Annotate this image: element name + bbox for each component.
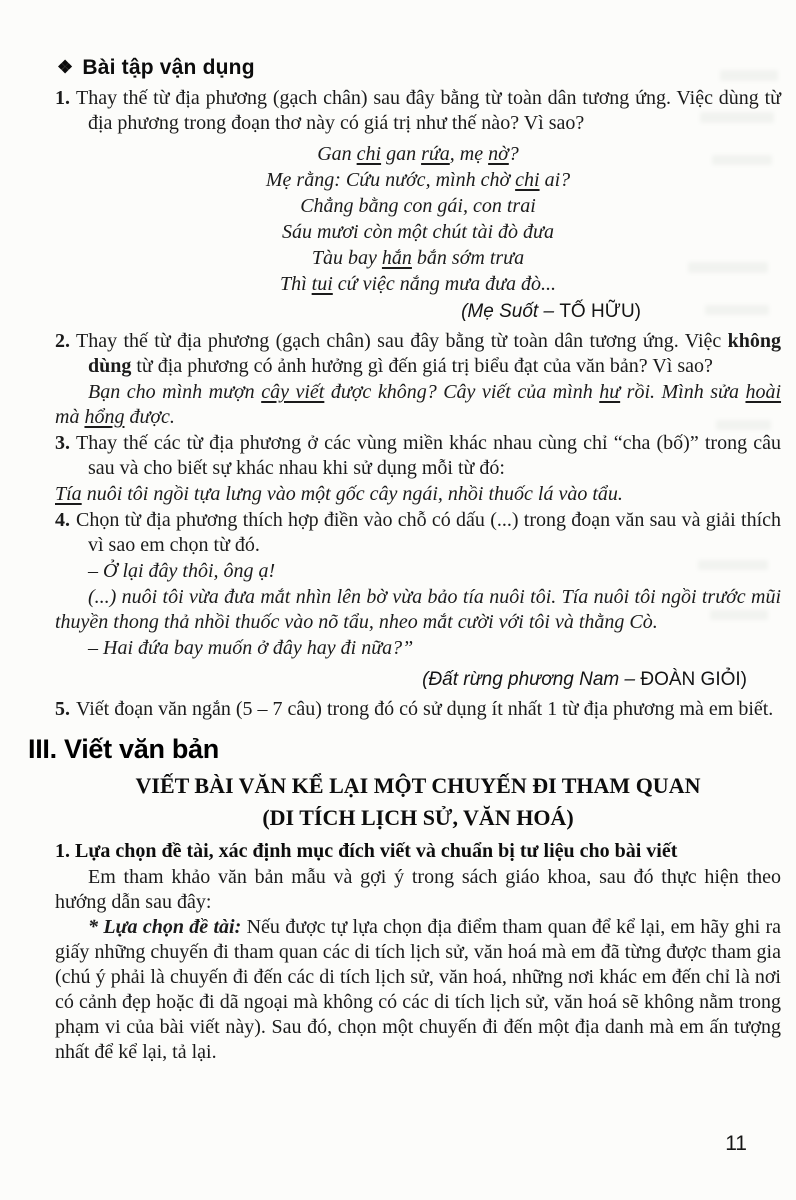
text-segment: Mẹ rằng: Cứu nước, mình chờ xyxy=(265,169,516,191)
text-segment: TỐ HỮU) xyxy=(559,301,641,322)
exercise-prompt xyxy=(55,329,781,379)
exercise-quote xyxy=(55,380,781,430)
exercise-quote-line: – Hai đứa bay muốn ở đây hay đi nữa?” xyxy=(88,637,414,659)
text-segment: được. xyxy=(124,406,175,428)
exercise-prompt-text: Thay thế các từ địa phương ở các vùng miền khác nhau cùng chỉ “cha (bố)” trong câu sau và cho biết sự khác nhau khi sử dụng mỗi từ đó: xyxy=(76,432,781,479)
text-segment: hắn xyxy=(381,247,412,269)
text-segment: Thì xyxy=(279,273,312,295)
step1-heading: 1. Lựa chọn đề tài, xác định mục đích viết và chuẩn bị tư liệu cho bài viết xyxy=(55,840,678,862)
text-segment: bắn sớm trưa xyxy=(411,247,525,269)
exercise-number: 4. xyxy=(55,509,70,531)
poem xyxy=(55,141,781,297)
poem-attribution xyxy=(55,300,781,324)
article-title-line1: VIẾT BÀI VĂN KỂ LẠI MỘT CHUYẾN ĐI THAM QUAN xyxy=(135,773,701,798)
exercise-5 xyxy=(55,697,781,722)
exercise-1 xyxy=(55,86,781,324)
text-segment: Sáu mươi còn một chút tài đò đưa xyxy=(282,221,554,243)
text-segment: không dùng xyxy=(88,330,781,377)
exercise-number: 1. xyxy=(55,87,70,109)
page-number: 11 xyxy=(725,1132,747,1155)
text-segment: rồi. Mình sửa xyxy=(620,381,746,403)
text-segment: Nếu được tự lựa chọn địa điểm tham quan để kể lại, em hãy ghi ra giấy những chuyến đi tham quan các di tích lịch sử, văn hoá mà em đã từng được tham gia (chú ý phải là chuyến đi đến các di tích lịch sử, văn hoá, những nơi khác em đến chỉ là nơi có cảnh đẹp hoặc đi dã ngoại mà không có các di tích lịch sử, văn hoá sẽ không nằm trong phạm vi của bài viết này). Sau đó, chọn một chuyến đi đến một địa danh mà em ấn tượng nhất để kể lại, tả lại. xyxy=(55,916,781,1063)
text-segment: chi xyxy=(356,143,382,165)
exercise-prompt-text: Viết đoạn văn ngắn (5 – 7 câu) trong đó có sử dụng ít nhất 1 từ địa phương mà em biết. xyxy=(76,698,774,720)
text-segment: cây viết xyxy=(261,381,325,403)
exercises-header-label: Bài tập vận dụng xyxy=(82,56,255,79)
text-segment: (Đất rừng phương Nam – xyxy=(422,669,641,690)
text-segment: * Lựa chọn đề tài: xyxy=(88,916,242,938)
topic-selection-paragraph xyxy=(55,915,781,1065)
exercise-2 xyxy=(55,329,781,430)
text-segment: Tàu bay xyxy=(311,247,382,269)
text-segment: ? xyxy=(508,143,519,165)
text-segment: gan xyxy=(381,143,422,165)
exercise-prompt-text xyxy=(76,330,781,377)
exercises-header xyxy=(57,56,781,80)
text-segment: ĐOÀN GIỎI) xyxy=(640,669,747,690)
exercise-prompt xyxy=(55,431,781,481)
text-segment: hoài xyxy=(745,381,782,403)
diamond-bullet-icon: ❖ xyxy=(57,57,74,77)
article-title-line2: (DI TÍCH LỊCH SỬ, VĂN HOÁ) xyxy=(262,805,574,830)
exercise-number: 5. xyxy=(55,698,70,720)
exercise-prompt-text: Thay thế từ địa phương (gạch chân) sau đây bằng từ toàn dân tương ứng. Việc dùng từ địa phương trong đoạn thơ này có giá trị như thế nào? Vì sao? xyxy=(76,87,781,134)
exercise-prompt xyxy=(55,508,781,558)
poem-line xyxy=(55,141,781,167)
text-segment: được không? Cây viết của mình xyxy=(324,381,600,403)
exercise-number: 3. xyxy=(55,432,70,454)
text-segment: ai? xyxy=(539,169,571,191)
article-title xyxy=(55,770,781,834)
text-segment: chi xyxy=(515,169,540,191)
exercise-quote-line: – Ở lại đây thôi, ông ạ! xyxy=(88,560,276,582)
text-segment: Thay thế từ địa phương (gạch chân) sau đây bằng từ toàn dân tương ứng. Việc xyxy=(76,330,728,352)
text-segment: từ địa phương có ảnh hưởng gì đến giá trị biểu đạt của văn bản? Vì sao? xyxy=(131,355,713,377)
text-segment: Chẳng bằng con gái, con trai xyxy=(300,195,536,217)
guidance-paragraph: Em tham khảo văn bản mẫu và gợi ý trong sách giáo khoa, sau đó thực hiện theo hướng dẫn sau đây: xyxy=(55,866,781,913)
exercise-number: 2. xyxy=(55,330,70,352)
text-segment: cứ việc nắng mưa đưa đò... xyxy=(332,273,557,295)
text-segment: hư xyxy=(599,381,621,403)
text-segment: Bạn cho mình mượn xyxy=(88,381,262,403)
text-segment: rứa xyxy=(421,143,450,165)
text-segment: (Mẹ Suốt – xyxy=(461,301,560,322)
text-segment: Gan xyxy=(317,143,357,165)
exercise-quote-line: (...) nuôi tôi vừa đưa mắt nhìn lên bờ vừa bảo tía nuôi tôi. Tía nuôi tôi ngồi trước mũi thuyền thong thả nhồi thuốc vào nõ tẩu, nheo mắt cười với tôi và thằng Cò. xyxy=(55,586,781,633)
poem-line xyxy=(55,271,781,297)
exercise-prompt xyxy=(55,86,781,136)
exercise-quote xyxy=(55,482,781,507)
exercise-prompt-text: Chọn từ địa phương thích hợp điền vào chỗ có dấu (...) trong đoạn văn sau và giải thích vì sao em chọn từ đó. xyxy=(76,509,781,556)
text-segment: , mẹ xyxy=(449,143,489,165)
text-segment: hổng xyxy=(84,406,125,428)
exercise-prompt xyxy=(55,697,781,722)
poem-line xyxy=(55,167,781,193)
text-segment: tui xyxy=(311,273,333,295)
exercise-3 xyxy=(55,431,781,507)
section-heading: III. Viết văn bản xyxy=(28,734,219,764)
poem-line xyxy=(55,245,781,271)
text-segment: mà xyxy=(55,406,85,428)
text-segment: nuôi tôi ngồi tựa lưng vào một gốc cây ngái, nhồi thuốc lá vào tẩu. xyxy=(81,483,623,505)
exercise-4 xyxy=(55,508,781,692)
text-segment: Tía xyxy=(55,483,82,505)
text-segment: nờ xyxy=(488,143,509,165)
novel-attribution xyxy=(55,668,781,692)
poem-line xyxy=(55,193,781,219)
poem-line xyxy=(55,219,781,245)
writing-section xyxy=(28,734,781,1065)
